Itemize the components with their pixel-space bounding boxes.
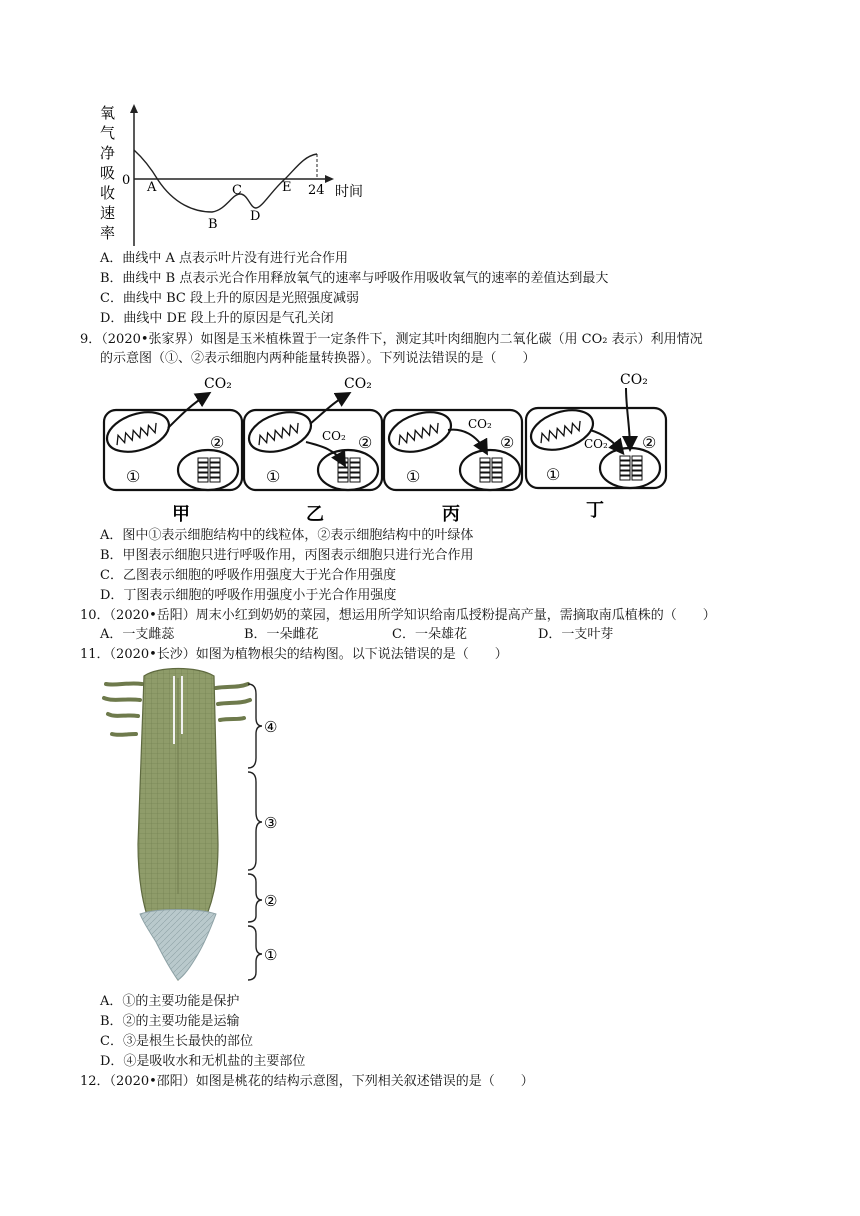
q8-option-c: C．曲线中 BC 段上升的原因是光照强度减弱 [100, 291, 359, 306]
q9-option-d: D．丁图表示细胞的呼吸作用强度小于光合作用强度 [100, 588, 397, 603]
x-axis-label: 时间 [335, 184, 363, 200]
co2-label: CO₂ [344, 376, 372, 392]
point-d-label: D [250, 209, 261, 224]
root-tip-diagram [98, 664, 298, 990]
ylabel-char: 气 [100, 124, 116, 142]
cell-co2-diagram [100, 368, 670, 528]
co2-label: CO₂ [468, 417, 492, 431]
co2-label: CO₂ [204, 376, 232, 392]
q11-option-a: A．①的主要功能是保护 [100, 994, 240, 1009]
q11-option-c: C．③是根生长最快的部位 [100, 1034, 253, 1049]
y-axis-arrow [130, 104, 138, 113]
ylabel-char: 收 [100, 184, 116, 202]
q9-option-a: A．图中①表示细胞结构中的线粒体，②表示细胞结构中的叶绿体 [100, 528, 474, 543]
number-1-label: ① [126, 467, 141, 486]
ylabel-char: 率 [100, 224, 116, 242]
panel-jia [102, 376, 242, 490]
co2-label: CO₂ [322, 429, 346, 443]
q11-option-b: B．②的主要功能是运输 [100, 1014, 240, 1029]
number-1-label: ① [546, 465, 561, 484]
q10-option-c: C．一朵雄花 [392, 627, 467, 642]
panel-label-yi: 乙 [306, 504, 324, 525]
region-label-4: ④ [264, 718, 278, 736]
oxygen-rate-graph [90, 98, 380, 250]
ylabel-char: 吸 [100, 164, 116, 182]
number-1-label: ① [406, 467, 421, 486]
chloroplast-icon [318, 450, 378, 490]
tick-24-label: 24 [308, 183, 325, 198]
point-e-label: E [282, 180, 292, 195]
q9-stem-line1: 9．（2020•张家界）如图是玉米植株置于一定条件下，测定其叶肉细胞内二氧化碳（用 CO₂ 表示）利用情况 [80, 332, 703, 347]
number-2-label: ② [500, 433, 515, 452]
chloroplast-icon [178, 450, 238, 490]
q10-options [100, 626, 613, 644]
q11-stem: 11．（2020•长沙）如图为植物根尖的结构图。以下说法错误的是（ ） [80, 647, 508, 662]
q8-option-d: D．曲线中 DE 段上升的原因是气孔关闭 [100, 311, 334, 326]
q12-stem: 12．（2020•邵阳）如图是桃花的结构示意图，下列相关叙述错误的是（ ） [80, 1074, 534, 1089]
q10-option-a: A．一支雌蕊 [100, 627, 175, 642]
co2-label: CO₂ [584, 437, 608, 451]
ylabel-char: 净 [100, 144, 116, 162]
panel-bing [384, 405, 522, 490]
q10-option-b: B．一朵雌花 [244, 627, 319, 642]
panel-label-bing: 丙 [442, 504, 460, 525]
co2-label: CO₂ [620, 372, 648, 388]
number-2-label: ② [642, 433, 657, 452]
q11-option-d: D．④是吸收水和无机盐的主要部位 [100, 1054, 306, 1069]
ylabel-char: 速 [100, 204, 116, 222]
region-label-2: ② [264, 892, 278, 910]
q9-option-b: B．甲图表示细胞只进行呼吸作用，丙图表示细胞只进行光合作用 [100, 548, 474, 563]
chloroplast-icon [460, 450, 520, 490]
chloroplast-icon [600, 448, 660, 488]
panel-yi [244, 376, 382, 490]
q8-option-a: A．曲线中 A 点表示叶片没有进行光合作用 [100, 251, 349, 266]
region-braces [248, 684, 262, 980]
point-c-label: C [232, 183, 242, 198]
x-axis-arrow [325, 175, 334, 183]
q9-option-c: C．乙图表示细胞的呼吸作用强度大于光合作用强度 [100, 568, 396, 583]
q8-option-b: B．曲线中 B 点表示光合作用释放氧气的速率与呼吸作用吸收氧气的速率的差值达到最大 [100, 271, 609, 286]
region-label-3: ③ [264, 814, 278, 832]
number-1-label: ① [266, 467, 281, 486]
ylabel-char: 氧 [100, 104, 116, 122]
number-2-label: ② [358, 433, 373, 452]
panel-label-jia: 甲 [172, 504, 190, 525]
q10-option-d: D．一支叶芽 [538, 627, 614, 642]
panel-ding [526, 372, 666, 488]
point-b-label: B [208, 217, 218, 232]
origin-label: 0 [122, 173, 131, 188]
point-a-label: A [147, 180, 157, 195]
region-label-1: ① [264, 946, 278, 964]
number-2-label: ② [210, 433, 225, 452]
q10-stem: 10．（2020•岳阳）周末小红到奶奶的菜园，想运用所学知识给南瓜授粉提高产量，需摘取南瓜植株的（ ） [80, 608, 716, 623]
q9-stem-line2: 的示意图（①、②表示细胞内两种能量转换器）。下列说法错误的是（ ） [100, 351, 536, 366]
root-cap [140, 910, 216, 981]
panel-label-ding: 丁 [586, 500, 604, 521]
